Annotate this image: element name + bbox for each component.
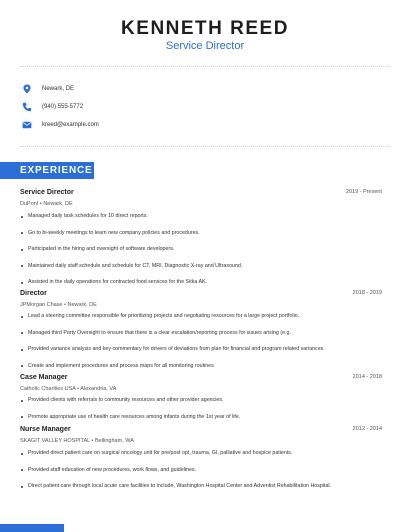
bullet-item: Maintained daily staff schedule and schedule for CT, MRI, Diagnostic X-ray and Ultrasound.: [20, 263, 390, 270]
job-role: Case Manager: [20, 374, 68, 381]
bullet-item: Provided clients with referrals to community resources and other provider agencies.: [20, 397, 390, 404]
contact-email: [22, 118, 99, 132]
job-dates: 2012 - 2014: [352, 426, 382, 432]
bullet-item: Go to bi-weekly meetings to learn new company policies and procedures.: [20, 230, 390, 237]
job-bullets: [20, 397, 390, 421]
job-title: Service Director: [165, 40, 245, 52]
bullet-item: Participated in the hiring and oversight of software developers.: [20, 246, 390, 253]
bullet-item: Provided staff education of new procedures, work flows, and guidelines.: [20, 467, 390, 474]
job-company: Catholic Charities USA • Alexandria, VA: [20, 386, 117, 392]
location-pin-icon: [22, 84, 32, 94]
next-section-band: [0, 524, 64, 532]
contact-divider: [20, 146, 390, 147]
bullet-item: Create and implement procedures and process maps for all monitoring routines.: [20, 363, 390, 370]
bullet-item: Direct patient care through local acute care facilities to include, Washington Hospital Center and Adventist Rehabilitation Hospital.: [20, 483, 390, 490]
header-divider: [20, 66, 390, 67]
contact-phone-text: (940) 555-5772: [42, 104, 84, 110]
email-icon: [22, 120, 32, 130]
job-dates: 2014 - 2018: [352, 374, 382, 380]
bullet-item: Lead a steering committee responsible for prioritizing projects and negotiating resources for a large project portfolio.: [20, 313, 390, 320]
job-entry: [20, 426, 382, 447]
bullet-item: Managed third Party Oversight to ensure that there is a clear escalation/reporting process for issues arising (e.g.: [20, 330, 390, 337]
phone-icon: [22, 102, 32, 112]
job-company: SKAGIT VALLEY HOSPITAL • Bellingham, WA: [20, 438, 134, 444]
job-entry: [20, 374, 382, 395]
job-dates: 2019 - Present: [345, 189, 382, 195]
job-bullets: [20, 213, 390, 286]
contact-location-text: Newark, DE: [42, 86, 75, 92]
job-role: Director: [20, 290, 47, 297]
job-entry: [20, 189, 382, 210]
contact-location: [22, 82, 74, 96]
job-bullets: [20, 313, 390, 370]
bullet-item: Provided variance analysis and key commentary for drivers of deviations from plan for financial and program related variances.: [20, 346, 390, 353]
job-dates: 2018 - 2019: [352, 290, 382, 296]
contact-email-text: kreed@example.com: [42, 122, 99, 128]
job-company: JPMorgan Chase • Newark, DE: [20, 302, 97, 308]
job-entry: [20, 290, 382, 311]
bullet-item: Managed daily task schedules for 10 direct reports.: [20, 213, 390, 220]
contact-phone: [22, 100, 83, 114]
job-company: DuPont • Newark, DE: [20, 201, 73, 207]
candidate-name: KENNETH REED: [121, 18, 289, 39]
job-role: Service Director: [20, 189, 74, 196]
job-bullets: [20, 450, 390, 490]
bullet-item: Assisted in the daily operations for contracted food services for the Sitka AK.: [20, 279, 390, 286]
job-role: Nurse Manager: [20, 426, 71, 433]
experience-heading: EXPERIENCE: [0, 162, 94, 179]
bullet-item: Provided direct patient care on surgical oncology unit for pre/post opt, trauma, GI, palliative and hospice patients.: [20, 450, 390, 457]
bullet-item: Promote appropriate use of health care resources among infants during the 1st year of life.: [20, 414, 390, 421]
